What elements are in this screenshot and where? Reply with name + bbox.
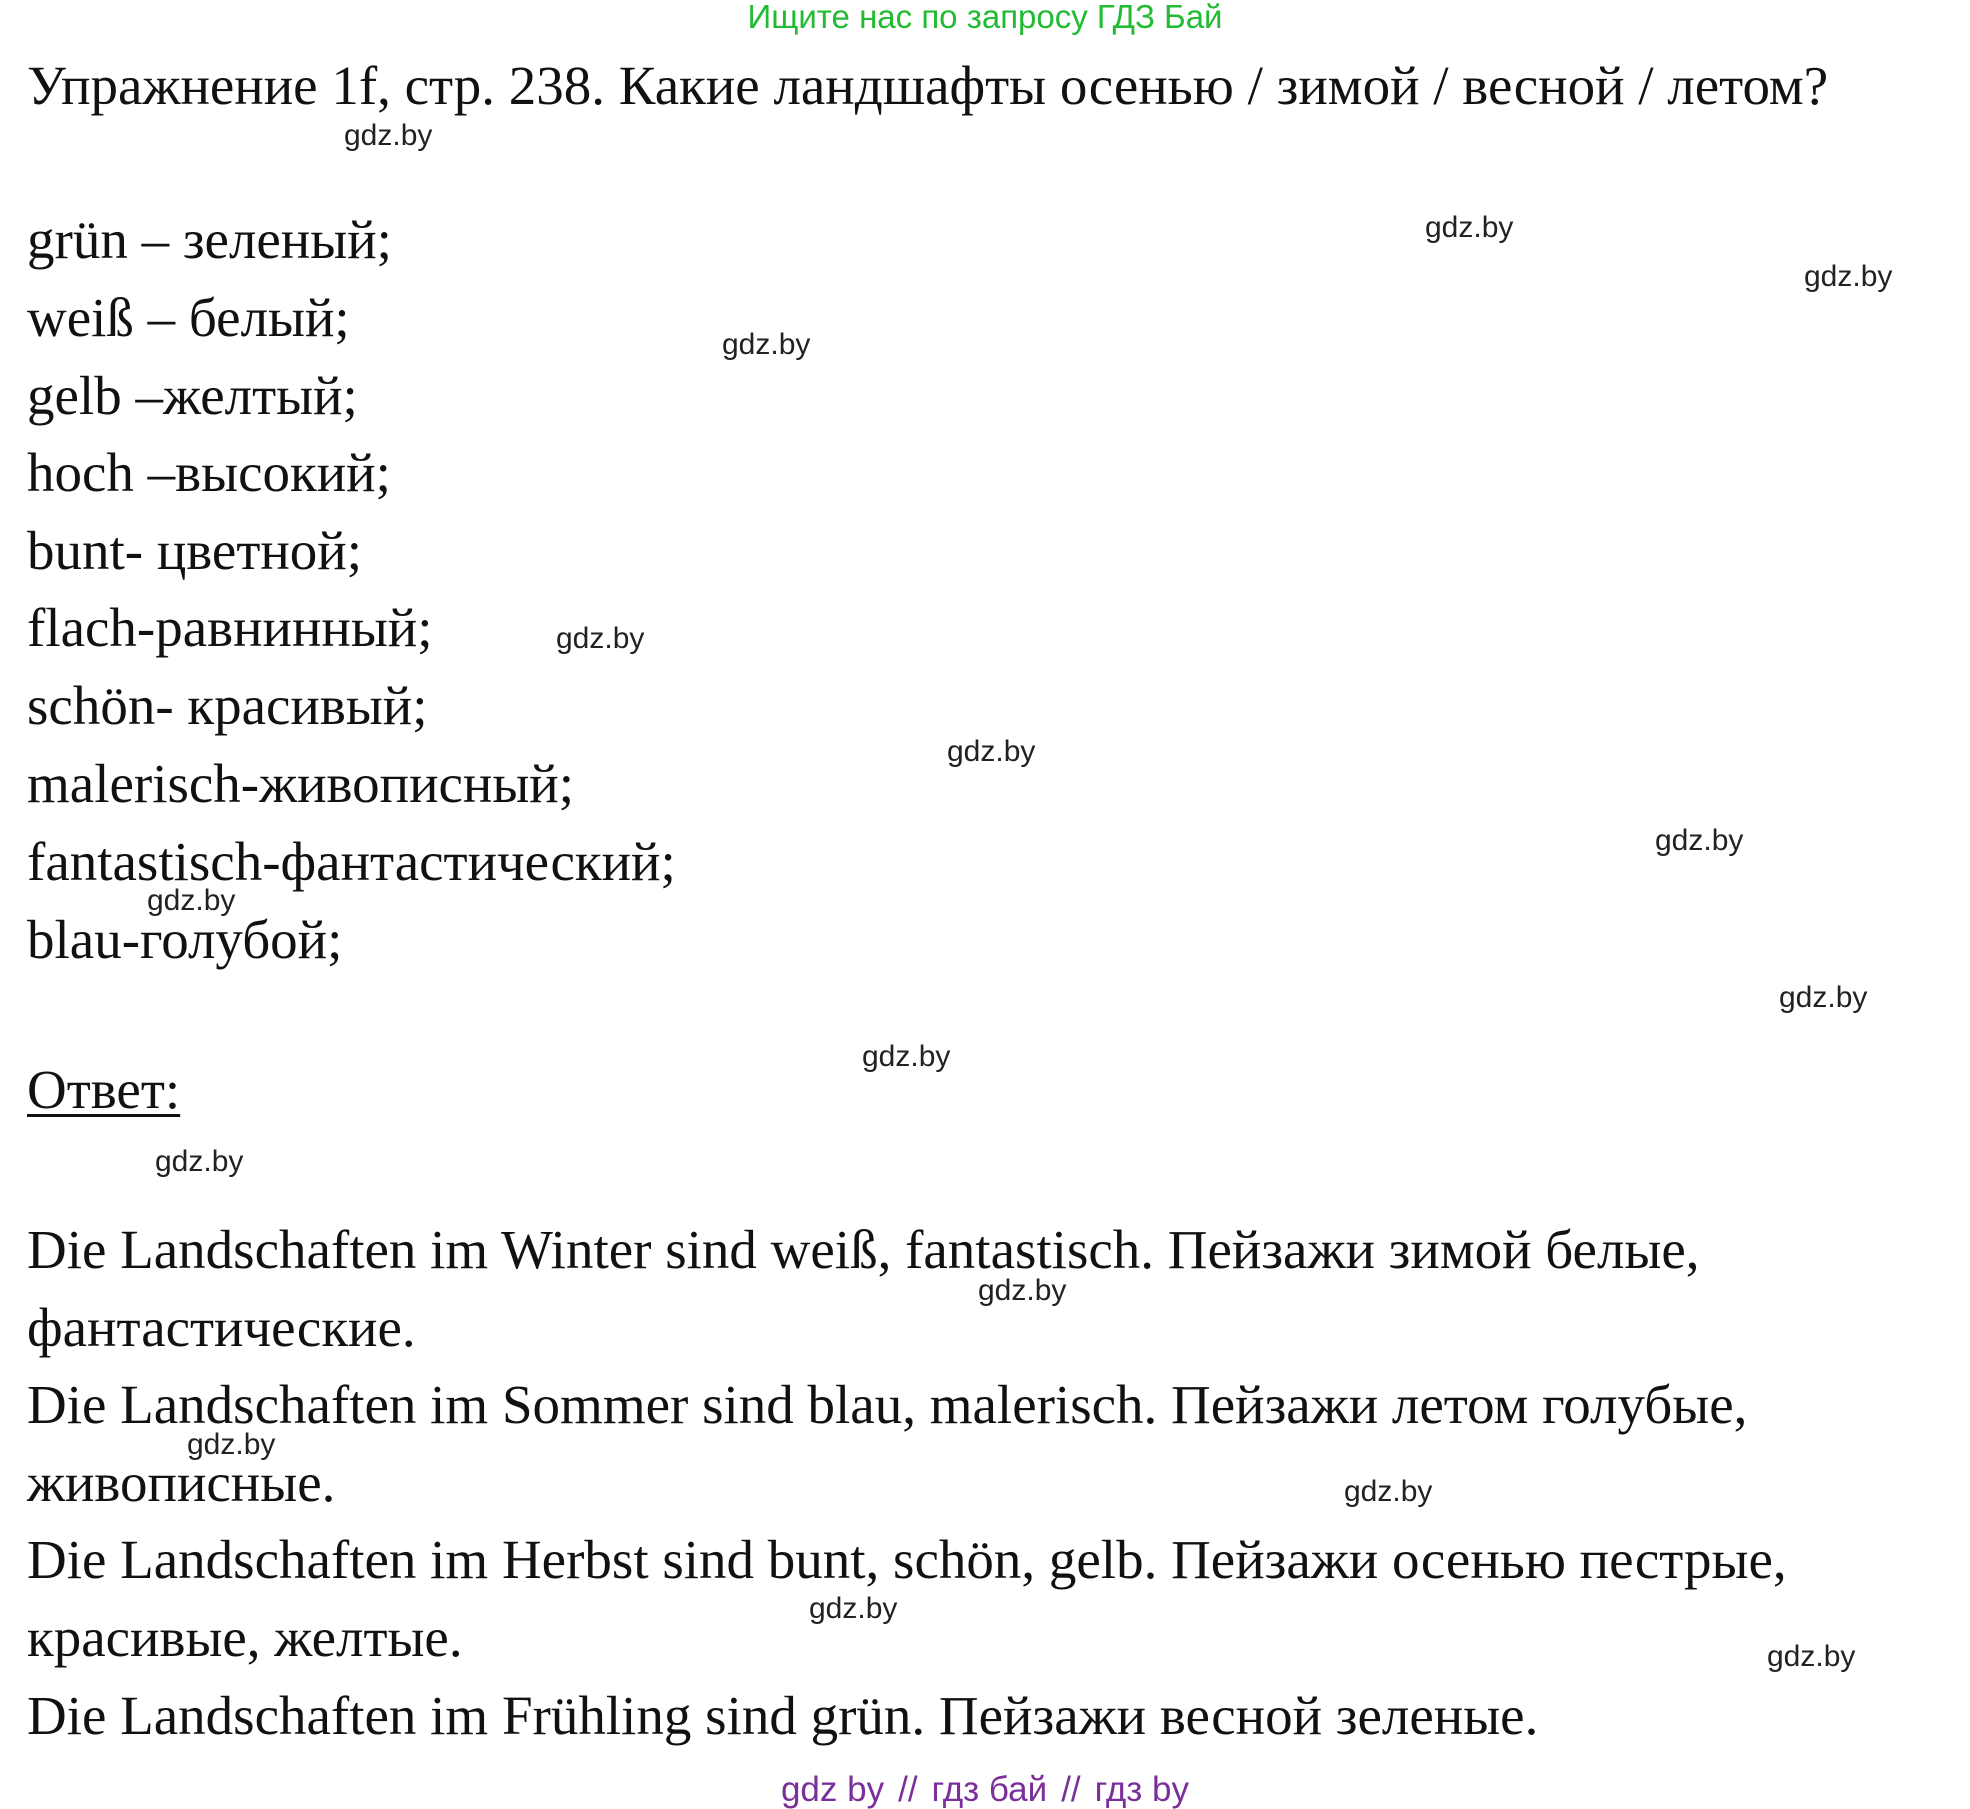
answer-line: Die Landschaften im Winter sind weiß, fantastisch. Пейзажи зимой белые, xyxy=(27,1219,1700,1280)
vocab-item: malerisch-живописный; xyxy=(27,753,575,814)
vocab-item: fantastisch-фантастический; xyxy=(27,831,676,892)
watermark: gdz.by xyxy=(147,884,236,917)
footer-link-gdz-bai[interactable]: гдз бай xyxy=(931,1770,1048,1809)
watermark: gdz.by xyxy=(556,622,645,655)
vocab-item: weiß – белый; xyxy=(27,287,350,348)
vocab-item: bunt- цветной; xyxy=(27,520,363,581)
watermark: gdz.by xyxy=(809,1592,898,1625)
watermark: gdz.by xyxy=(1804,260,1893,293)
answer-line: фантастические. xyxy=(27,1297,416,1358)
watermark: gdz.by xyxy=(344,119,433,152)
watermark: gdz.by xyxy=(1779,981,1868,1014)
footer-separator: // xyxy=(1061,1770,1081,1809)
watermark: gdz.by xyxy=(947,735,1036,768)
answer-line: красивые, желтые. xyxy=(27,1607,463,1668)
watermark: gdz.by xyxy=(155,1145,244,1178)
footer-separator: // xyxy=(898,1770,918,1809)
promo-banner[interactable]: Ищите нас по запросу ГДЗ Бай xyxy=(747,0,1223,35)
vocab-item: gelb –желтый; xyxy=(27,365,358,426)
answer-line: Die Landschaften im Frühling sind grün. Пейзажи весной зеленые. xyxy=(27,1685,1539,1746)
vocab-item: flach-равнинный; xyxy=(27,597,433,658)
exercise-title: Упражнение 1f, стр. 238. Какие ландшафты осенью / зимой / весной / летом? xyxy=(27,55,1829,116)
answer-label: Ответ: xyxy=(27,1059,181,1120)
answer-line: Die Landschaften im Sommer sind blau, malerisch. Пейзажи летом голубые, xyxy=(27,1374,1748,1435)
vocab-item: hoch –высокий; xyxy=(27,442,391,503)
vocab-item: schön- красивый; xyxy=(27,675,428,736)
watermark: gdz.by xyxy=(1344,1475,1433,1508)
vocab-item: blau-голубой; xyxy=(27,909,343,970)
footer-links xyxy=(0,1772,1970,1807)
footer-link-gdz-by-cyr[interactable]: гдз by xyxy=(1094,1770,1190,1809)
vocab-item: grün – зеленый; xyxy=(27,209,392,270)
answer-line: живописные. xyxy=(27,1452,336,1513)
watermark: gdz.by xyxy=(978,1274,1067,1307)
watermark: gdz.by xyxy=(187,1428,276,1461)
answer-line: Die Landschaften im Herbst sind bunt, schön, gelb. Пейзажи осенью пестрые, xyxy=(27,1529,1787,1590)
watermark: gdz.by xyxy=(722,328,811,361)
watermark: gdz.by xyxy=(1425,211,1514,244)
watermark: gdz.by xyxy=(862,1040,951,1073)
watermark: gdz.by xyxy=(1767,1640,1856,1673)
watermark: gdz.by xyxy=(1655,824,1744,857)
footer-link-gdz-by[interactable]: gdz by xyxy=(780,1770,885,1809)
